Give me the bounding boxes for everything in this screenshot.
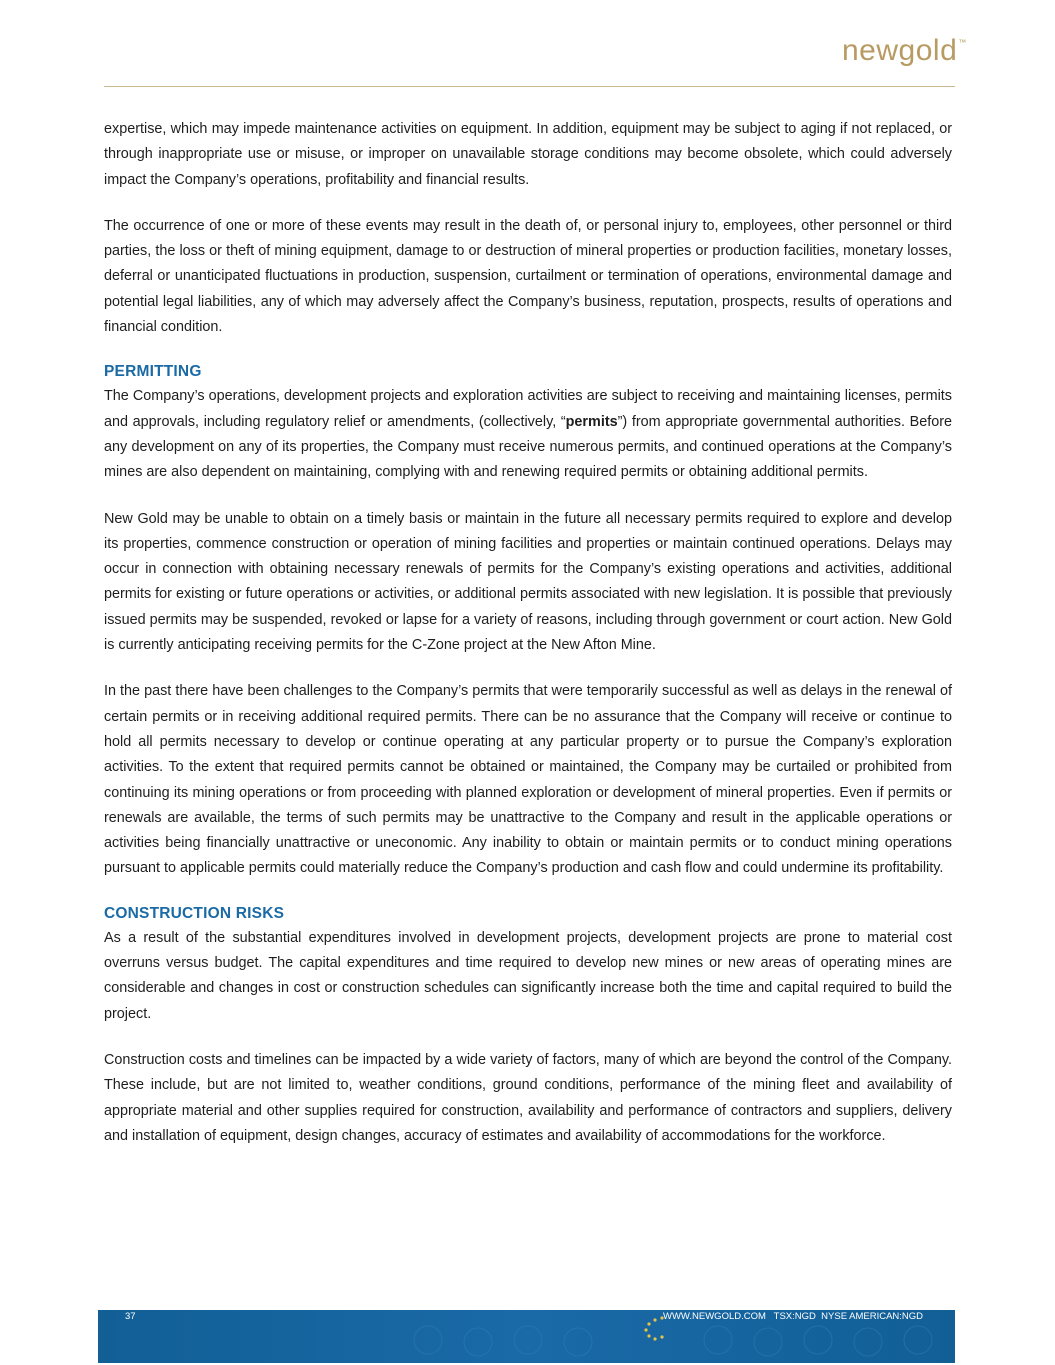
header-divider [104, 86, 955, 87]
permits-intro-text: The Company’s operations, development projects and exploration activities are subject to receiving and maintaining licenses, permits and approvals, including regulatory relief or amendments, (collectively, “ [104, 388, 952, 430]
paragraph-event-consequences: The occurrence of one or more of these events may result in the death of, or personal injury to, employees, other personnel or third parties, the loss or theft of mining equipment, damage to or destruction of mineral properties or production facilities, monetary losses, deferral or unanticipated fluctuations in production, suspension, curtailment or termination of operations, environmental damage and potential legal liabilities, any of which may adversely affect the Company’s business, reputation, prospects, results of operations and financial condition. [104, 217, 952, 336]
permits-defined-term: permits [565, 413, 618, 430]
newgold-logo [842, 34, 967, 68]
permits-intro-text-continued: ”) from appropriate governmental authorities. Before any development on any of its properties, the Company must receive numerous permits, and continued operations at the Company’s mines are also dependent on maintaining, complying with and renewing required permits or obtaining additional permits. [104, 413, 953, 481]
footer-website-tickers: WWW.NEWGOLD.COM TSX:NGD NYSE AMERICAN:NGD [663, 1311, 924, 1322]
paragraph-permit-challenges: In the past there have been challenges to the Company’s permits that were temporarily successful as well as delays in the renewal of certain permits or in receiving additional required permits. There can be no assurance that the Company will receive or continue to hold all permits necessary to develop or continue operating at any particular property or to pursue the Company’s exploration activities. To the extent that required permits cannot be obtained or maintained, the Company may be curtailed or prohibited from continuing its mining operations or from proceeding with planned exploration or development of mineral properties. Even if permits or renewals are available, the terms of such permits may be unattractive to the Company and result in the applicable operations or activities being financially unattractive or uneconomic. Any inability to obtain or maintain permits or to conduct mining operations pursuant to applicable permits could materially reduce the Company’s production and cash flow and could undermine its profitability. [104, 683, 952, 877]
footer-sun-icon [644, 1316, 663, 1340]
heading-construction-risks: CONSTRUCTION RISKS [104, 904, 285, 922]
paragraph-construction-costs: As a result of the substantial expenditures involved in development projects, development projects are prone to material cost overruns versus budget. The capital expenditures and time required to develop new mines or new areas of operating mines are considerable and changes in cost or construction schedules can significantly increase both the time and capital required to build the project. [104, 929, 952, 1022]
page-number: 37 [125, 1311, 136, 1322]
paragraph-permit-delays: New Gold may be unable to obtain on a timely basis or maintain in the future all necessary permits required to explore and develop its properties, commence construction or operation of mining facilities and properties or maintain continued operations. Delays may occur in connection with obtaining necessary renewals of permits for the Company’s existing operations and activities, additional permits for existing or future operations or activities, or additional permits associated with new legislation. It is possible that previously issued permits may be suspended, revoked or lapse for a variety of reasons, including through government or court action. New Gold is currently anticipating receiving permits for the C-Zone project at the New Afton Mine. [104, 510, 952, 654]
paragraph-equipment-expertise: expertise, which may impede maintenance activities on equipment. In addition, equipment may be subject to aging if not replaced, or through inappropriate use or misuse, or improper on unavailable storage conditions may become obsolete, which could adversely impact the Company’s operations, profitability and financial results. [104, 121, 952, 188]
paragraph-permits-intro [104, 384, 952, 485]
document-body [104, 117, 952, 1170]
logo-text: newgold [842, 34, 958, 67]
logo-trademark: ™ [958, 38, 967, 47]
paragraph-construction-factors: Construction costs and timelines can be impacted by a wide variety of factors, many of which are beyond the control of the Company. These include, but are not limited to, weather conditions, ground conditions, performance of the mining fleet and availability of appropriate material and other supplies required for construction, availability and performance of contractors and suppliers, delivery and installation of equipment, design changes, accuracy of estimates and availability of accommodations for the workforce. [104, 1051, 952, 1144]
heading-permitting: PERMITTING [104, 363, 202, 381]
page-footer [98, 1310, 955, 1363]
